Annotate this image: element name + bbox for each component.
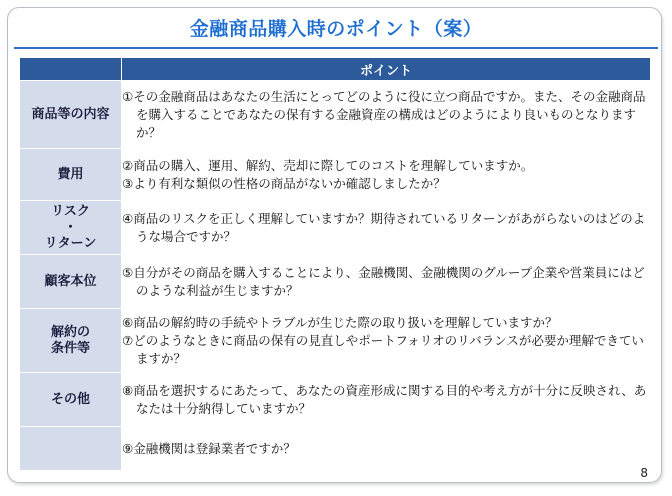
points-cell <box>122 255 651 309</box>
category-label: 商品等の内容 <box>31 106 110 122</box>
point-item: ②商品の購入、運用、解約、売却に際してのコストを理解していますか。 <box>122 157 534 173</box>
point-item: ③より有利な類似の性格の商品がないか確認しましたか？ <box>122 175 446 191</box>
point-item: ⑧商品を選択するにあたって、あなたの資産形成に関する目的や考え方が十分に反映され、あなたは十分納得していますか？ <box>122 382 647 416</box>
point-item: ⑥商品の解約時の手続やトラブルが生じた際の取り扱いを理解していますか？ <box>122 314 558 330</box>
category-label: リスク <box>51 203 90 219</box>
point-item: ⑨金融機関は登録業者ですか？ <box>122 440 296 456</box>
point-item: ⑤自分がその商品を購入することにより、金融機関、金融機関のグループ企業や営業員にはどのような利益が生じますか？ <box>122 264 645 298</box>
points-cell <box>122 427 651 471</box>
table-header-row <box>20 58 651 81</box>
table-row <box>20 149 651 201</box>
point-item: ④商品のリスクを正しく理解していますか？期待されているリターンがあがらないのはどのような場合ですか？ <box>122 210 646 244</box>
title-divider <box>14 47 658 49</box>
category-cell <box>20 427 122 471</box>
point-item: ①その金融商品はあなたの生活にとってどのように役に立つ商品ですか。また、その金融商品を購入することであなたの保有する金融資産の構成はどのようにより良いものとなりますか？ <box>122 88 646 140</box>
category-label: リターン <box>44 235 97 251</box>
header-corner-cell <box>20 58 122 81</box>
category-cell <box>20 149 122 201</box>
points-cell <box>122 201 651 255</box>
category-label: ・ <box>63 219 77 235</box>
table-row <box>20 373 651 427</box>
table-row <box>20 309 651 373</box>
category-label: 顧客本位 <box>44 273 97 289</box>
category-label: 費用 <box>57 166 84 182</box>
points-cell <box>122 373 651 427</box>
category-cell <box>20 201 122 255</box>
points-cell <box>122 309 651 373</box>
category-cell <box>20 373 122 427</box>
category-label: その他 <box>50 391 90 407</box>
table-row <box>20 427 651 471</box>
point-item: ⑦どのようなときに商品の保有の見直しやポートフォリオのリバランスが必要か理解できていますか？ <box>122 332 644 366</box>
category-cell <box>20 309 122 373</box>
page-number: 8 <box>640 466 648 480</box>
table-row <box>20 255 651 309</box>
points-table <box>19 57 651 471</box>
points-cell <box>122 149 651 201</box>
category-label: 条件等 <box>50 340 90 356</box>
page-title: 金融商品購入時のポイント（案） <box>189 18 483 40</box>
category-label: 解約の <box>50 324 90 340</box>
table-row <box>20 201 651 255</box>
category-cell <box>20 255 122 309</box>
header-points-cell: ポイント <box>122 58 651 81</box>
points-cell <box>122 81 651 149</box>
category-cell <box>20 81 122 149</box>
table-row <box>20 81 651 149</box>
